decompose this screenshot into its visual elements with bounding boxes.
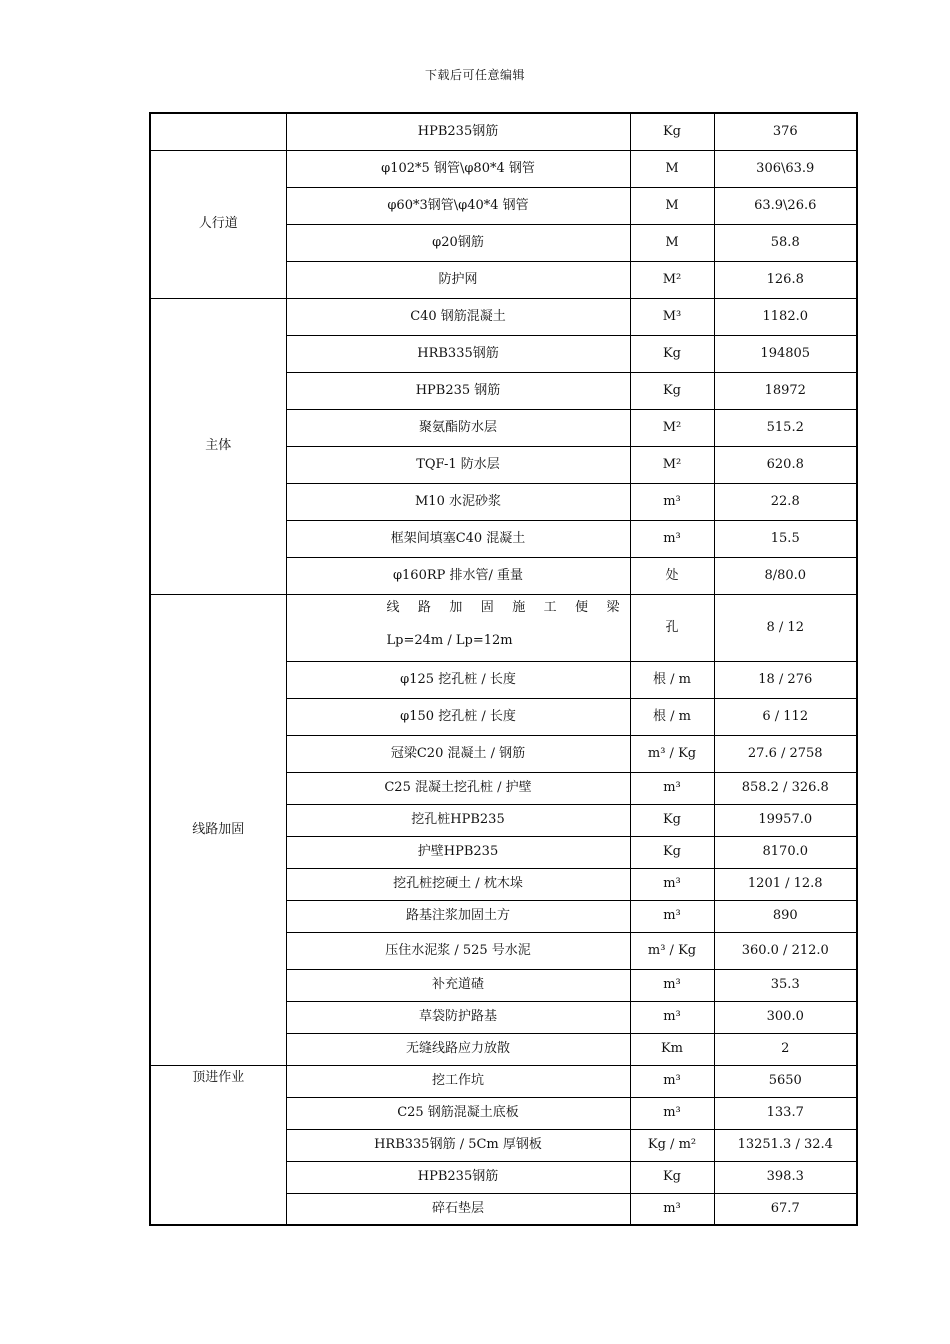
item-cell: HPB235钢筋 (286, 1161, 630, 1193)
quantity-cell: 35.3 (714, 969, 857, 1001)
item-cell: 无缝线路应力放散 (286, 1033, 630, 1065)
quantity-cell: 19957.0 (714, 804, 857, 836)
table-row (150, 1065, 857, 1097)
unit-cell: Km (630, 1033, 714, 1065)
quantity-cell: 13251.3 / 32.4 (714, 1129, 857, 1161)
item-cell: 草袋防护路基 (286, 1001, 630, 1033)
unit-cell: M (630, 187, 714, 224)
item-cell: 聚氨酯防水层 (286, 409, 630, 446)
quantity-cell: 58.8 (714, 224, 857, 261)
item-cell: 碎石垫层 (286, 1193, 630, 1225)
unit-cell: M² (630, 409, 714, 446)
page-header: 下载后可任意编辑 (424, 68, 525, 82)
unit-cell: Kg / m² (630, 1129, 714, 1161)
category-cell: 线路加固 (150, 594, 286, 1065)
unit-cell: m³ / Kg (630, 735, 714, 772)
item-cell: φ60*3钢管\φ40*4 钢管 (286, 187, 630, 224)
item-cell: 补充道碴 (286, 969, 630, 1001)
item-cell: HRB335钢筋 (286, 335, 630, 372)
unit-cell: m³ (630, 900, 714, 932)
unit-cell: m³ (630, 969, 714, 1001)
quantity-cell: 27.6 / 2758 (714, 735, 857, 772)
unit-cell: m³ (630, 483, 714, 520)
quantity-cell: 6 / 112 (714, 698, 857, 735)
unit-cell: Kg (630, 113, 714, 150)
item-cell: C40 钢筋混凝土 (286, 298, 630, 335)
item-cell: C25 钢筋混凝土底板 (286, 1097, 630, 1129)
item-line: 线 路 加 固 施 工 便 梁 (386, 599, 620, 615)
unit-cell: Kg (630, 1161, 714, 1193)
unit-cell: m³ (630, 1097, 714, 1129)
quantity-cell: 18 / 276 (714, 661, 857, 698)
unit-cell: m³ (630, 1065, 714, 1097)
unit-cell: M (630, 224, 714, 261)
item-cell: 挖工作坑 (286, 1065, 630, 1097)
table-row (150, 594, 857, 661)
quantity-cell: 300.0 (714, 1001, 857, 1033)
item-cell: 路基注浆加固土方 (286, 900, 630, 932)
quantity-cell: 2 (714, 1033, 857, 1065)
unit-cell: m³ (630, 520, 714, 557)
quantity-cell: 67.7 (714, 1193, 857, 1225)
unit-cell: M² (630, 446, 714, 483)
quantity-cell: 126.8 (714, 261, 857, 298)
item-cell (286, 594, 630, 661)
quantity-table (149, 112, 858, 1226)
item-cell: C25 混凝土挖孔桩 / 护壁 (286, 772, 630, 804)
unit-cell: Kg (630, 372, 714, 409)
quantity-cell: 15.5 (714, 520, 857, 557)
item-cell: 防护网 (286, 261, 630, 298)
quantity-cell: 8 / 12 (714, 594, 857, 661)
category-cell: 主体 (150, 298, 286, 594)
unit-cell: m³ / Kg (630, 932, 714, 969)
category-cell: 人行道 (150, 150, 286, 298)
quantity-cell: 515.2 (714, 409, 857, 446)
quantity-cell: 194805 (714, 335, 857, 372)
item-cell: 护壁HPB235 (286, 836, 630, 868)
quantity-cell: 18972 (714, 372, 857, 409)
unit-cell: 处 (630, 557, 714, 594)
item-cell: φ150 挖孔桩 / 长度 (286, 698, 630, 735)
item-line: Lp=24m / Lp=12m (386, 632, 513, 648)
unit-cell: Kg (630, 335, 714, 372)
unit-cell: m³ (630, 868, 714, 900)
quantity-cell: 5650 (714, 1065, 857, 1097)
unit-cell: Kg (630, 836, 714, 868)
quantity-cell: 306\63.9 (714, 150, 857, 187)
item-cell: φ160RP 排水管/ 重量 (286, 557, 630, 594)
quantity-cell: 1201 / 12.8 (714, 868, 857, 900)
unit-cell: M² (630, 261, 714, 298)
quantity-cell: 360.0 / 212.0 (714, 932, 857, 969)
item-cell: 框架间填塞C40 混凝土 (286, 520, 630, 557)
category-cell: 顶进作业 (150, 1065, 286, 1225)
unit-cell: 孔 (630, 594, 714, 661)
quantity-cell: 8/80.0 (714, 557, 857, 594)
item-cell: HRB335钢筋 / 5Cm 厚钢板 (286, 1129, 630, 1161)
item-cell: 挖孔桩挖硬土 / 枕木垛 (286, 868, 630, 900)
table-row (150, 150, 857, 187)
table-row (150, 298, 857, 335)
quantity-cell: 22.8 (714, 483, 857, 520)
quantity-cell: 1182.0 (714, 298, 857, 335)
quantity-cell: 133.7 (714, 1097, 857, 1129)
quantity-cell: 376 (714, 113, 857, 150)
unit-cell: m³ (630, 1193, 714, 1225)
unit-cell: Kg (630, 804, 714, 836)
item-cell: φ102*5 钢管\φ80*4 钢管 (286, 150, 630, 187)
item-cell: HPB235 钢筋 (286, 372, 630, 409)
item-cell: M10 水泥砂浆 (286, 483, 630, 520)
quantity-cell: 8170.0 (714, 836, 857, 868)
quantity-cell: 620.8 (714, 446, 857, 483)
item-cell: φ125 挖孔桩 / 长度 (286, 661, 630, 698)
item-cell: φ20钢筋 (286, 224, 630, 261)
unit-cell: m³ (630, 1001, 714, 1033)
item-cell: 挖孔桩HPB235 (286, 804, 630, 836)
unit-cell: 根 / m (630, 698, 714, 735)
item-cell: TQF-1 防水层 (286, 446, 630, 483)
item-cell: 压住水泥浆 / 525 号水泥 (286, 932, 630, 969)
unit-cell: 根 / m (630, 661, 714, 698)
table-row (150, 113, 857, 150)
unit-cell: m³ (630, 772, 714, 804)
item-cell: HPB235钢筋 (286, 113, 630, 150)
category-cell (150, 113, 286, 150)
unit-cell: M³ (630, 298, 714, 335)
quantity-cell: 890 (714, 900, 857, 932)
item-cell: 冠梁C20 混凝土 / 钢筋 (286, 735, 630, 772)
quantity-cell: 63.9\26.6 (714, 187, 857, 224)
quantity-cell: 858.2 / 326.8 (714, 772, 857, 804)
quantity-cell: 398.3 (714, 1161, 857, 1193)
unit-cell: M (630, 150, 714, 187)
